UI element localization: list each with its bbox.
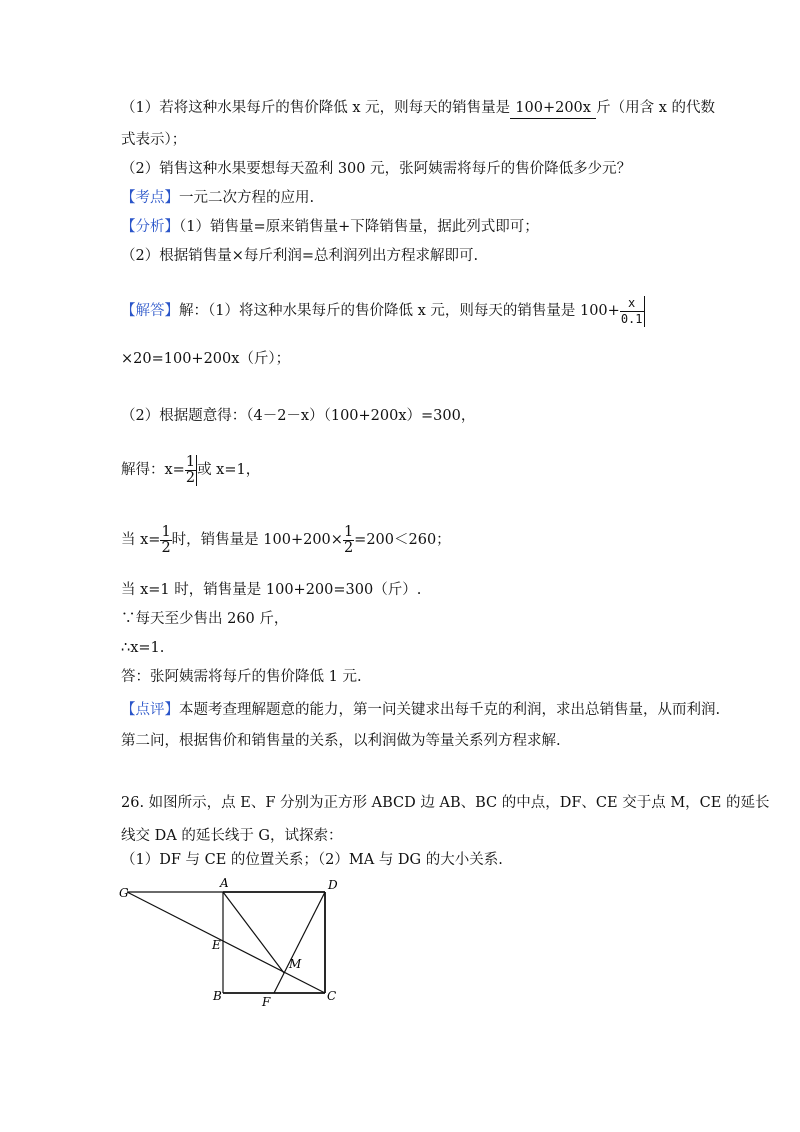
q1-line2: 式表示）； (121, 132, 187, 148)
when-middle: 时，销售量是 100+200× (171, 532, 343, 548)
label-G: G (119, 886, 129, 900)
when2-line: 当 x=1 时，销售量是 100+200=300（斤）. (121, 582, 422, 598)
question-1-line (121, 98, 715, 119)
kaodian-tag: 【考点】 (121, 190, 179, 206)
dianping-line (121, 700, 720, 720)
label-E: E (212, 938, 221, 952)
equation-line: （2）根据题意得：（4－2－x）（100+200x）=300， (121, 408, 476, 424)
fraction-numerator: 1 (161, 523, 171, 540)
kaodian-line (121, 188, 314, 208)
answer-line: 答：张阿姨需将每斤的售价降低 1 元. (121, 669, 362, 685)
fraction-denominator: 0.1 (620, 311, 643, 326)
q1-prefix: （1）若将这种水果每斤的售价降低 x 元，则每天的销售量是 (121, 100, 511, 116)
fenxi-tag: 【分析】 (121, 219, 179, 235)
fraction-denominator: 2 (343, 539, 354, 556)
kaodian-text: 一元二次方程的应用. (179, 190, 315, 206)
fraction-one-half (160, 525, 171, 556)
label-M: M (289, 957, 302, 971)
label-A: A (220, 876, 229, 890)
label-D: D (328, 878, 338, 892)
segment-DF (274, 892, 325, 993)
fraction-one-half (343, 525, 354, 556)
question-2: （2）销售这种水果要想每天盈利 300 元，张阿姨需将每斤的售价降低多少元？ (121, 161, 632, 177)
label-C: C (327, 989, 337, 1003)
fraction-numerator: 1 (185, 453, 196, 470)
problem26-line3: （1）DF 与 CE 的位置关系；（2）MA 与 DG 的大小关系. (121, 852, 503, 868)
solve-line (121, 452, 260, 488)
problem26-line1: 26. 如图所示，点 E、F 分别为正方形 ABCD 边 AB、BC 的中点，DF、CE 交于点 M，CE 的延长 (121, 795, 770, 811)
label-B: B (213, 989, 222, 1003)
when-prefix: 当 x= (121, 532, 161, 548)
jieda-line2: ×20=100+200x（斤）； (121, 351, 291, 367)
q1-suffix: 斤（用含 x 的代数 (596, 100, 716, 116)
problem26-line2: 线交 DA 的延长线于 G，试探索： (121, 828, 343, 844)
solve-suffix: 或 x=1， (197, 462, 261, 478)
q1-answer-blank: 100+200x (510, 98, 596, 119)
segment-AM (223, 892, 284, 973)
jieda-text: 解：（1）将这种水果每斤的售价降低 x 元，则每天的销售量是 100+ (179, 303, 620, 319)
fraction-numerator: x (620, 296, 644, 312)
when-suffix: =200＜260； (354, 532, 451, 548)
jieda-line (121, 293, 645, 329)
segment-GC (127, 892, 325, 993)
fraction-one-half (185, 455, 197, 486)
fenxi-text: （1）销售量=原来销售量+下降销售量，据此列式即可； (179, 219, 539, 235)
label-F: F (262, 995, 271, 1006)
fraction-denominator: 2 (185, 469, 196, 486)
because-line: ∵每天至少售出 260 斤， (121, 611, 289, 627)
fraction-numerator: 1 (343, 523, 354, 540)
dianping-text: 本题考查理解题意的能力，第一问关键求出每千克的利润，求出总销售量，从而利润. (179, 702, 721, 718)
jieda-tag: 【解答】 (121, 303, 179, 319)
fenxi-line (121, 217, 539, 237)
fraction-denominator: 2 (161, 539, 171, 556)
dianping-tag: 【点评】 (121, 702, 179, 718)
solve-prefix: 解得：x= (121, 462, 185, 478)
when-line (121, 522, 451, 558)
fenxi-line2: （2）根据销售量×每斤利润=总利润列出方程求解即可. (121, 248, 479, 264)
dianping-line2: 第二问，根据售价和销售量的关系，以利润做为等量关系列方程求解. (121, 733, 561, 749)
fraction-x-over-0.1 (620, 296, 645, 327)
geometry-figure (117, 876, 347, 1006)
therefore-line: ∴x=1. (121, 640, 165, 656)
